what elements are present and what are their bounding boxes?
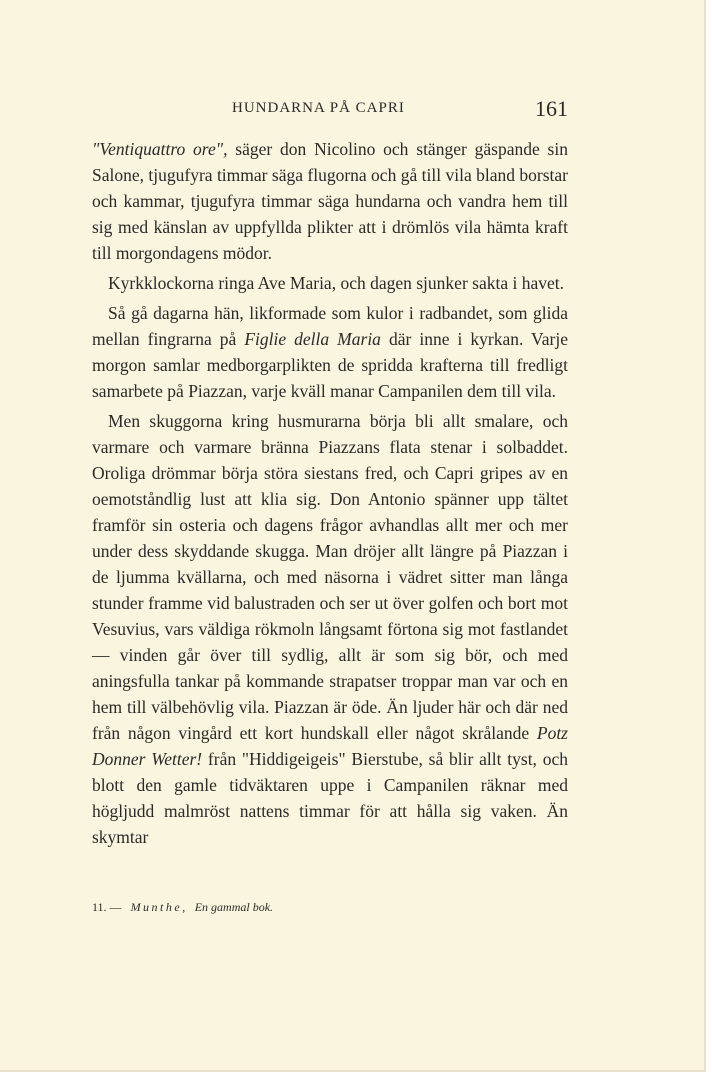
italic-text: Figlie della Maria	[244, 329, 381, 349]
paragraph	[92, 408, 568, 850]
signature-title: En gammal bok.	[194, 900, 274, 914]
text-span: säger don Nicolino och stänger gäspande sin Salone, tjugufyra timmar säga flugorna och gå till vila bland borstar och kammar, tjugufyra timmar säga hundarna och vandra hem till sig med känslan av uppfyllda plikter att i drömlös vila hämta kraft till morgondagens mödor.	[92, 139, 568, 263]
signature-footnote	[92, 900, 273, 915]
italic-text: Potz Donner Wetter!	[92, 723, 568, 769]
chapter-title: HUNDARNA PÅ CAPRI	[232, 100, 405, 116]
paragraph	[92, 136, 568, 266]
paragraph	[92, 300, 568, 404]
italic-text: "Ventiquattro ore",	[92, 139, 228, 159]
text-span: Men skuggorna kring husmurarna börja bli allt smalare, och varmare och varmare bränna Piazzans flata stenar i solbaddet. Oroliga drömmar börja störa siestans fred, och Capri gripes av en oemotståndlig lust att klia sig. Don Antonio spänner upp tältet framför sin osteria och dagens frågor avhandlas allt mer och mer under dess skyddande skugga. Man dröjer allt längre på Piazzan i de ljumma kvällarna, och med näsorna i vädret sitter man långa stunder framme vid balustraden och ser ut över golfen och bort mot Vesuvius, vars väldiga rökmoln långsamt förtona sig mot fastlandet — vinden går över till sydlig, allt är som sig bör, och med aningsfulla tankar på kommande strapatser troppar man var och en hem till välbehövlig vila. Piazzan är öde. Än ljuder här och där ned från någon vingård ett kort hundskall eller något skrålande	[92, 411, 568, 743]
paragraph	[92, 270, 568, 296]
text-span: Så gå dagarna hän, likformade som kulor i radbandet, som glida mellan fingrarna på	[92, 303, 568, 349]
text-span: där inne i kyrkan. Varje morgon samlar medborgarplikten de spridda krafterna till fredligt samarbete på Piazzan, varje kväll manar Campanilen dem till vila.	[92, 329, 568, 401]
signature-number: 11. —	[92, 900, 122, 914]
body-text	[92, 136, 568, 850]
text-span: Kyrkklockorna ringa Ave Maria, och dagen sjunker sakta i havet.	[108, 273, 564, 293]
signature-author: Munthe,	[130, 900, 188, 914]
page-number: 161	[535, 96, 568, 121]
text-span: från "Hiddigeigeis" Bierstube, så blir allt tyst, och blott den gamle tidväktaren uppe i Campanilen räknar med högljudd malmröst nattens timmar för att hålla sig vaken. Än skymtar	[92, 749, 568, 847]
running-head	[92, 96, 568, 126]
book-page	[92, 96, 568, 854]
